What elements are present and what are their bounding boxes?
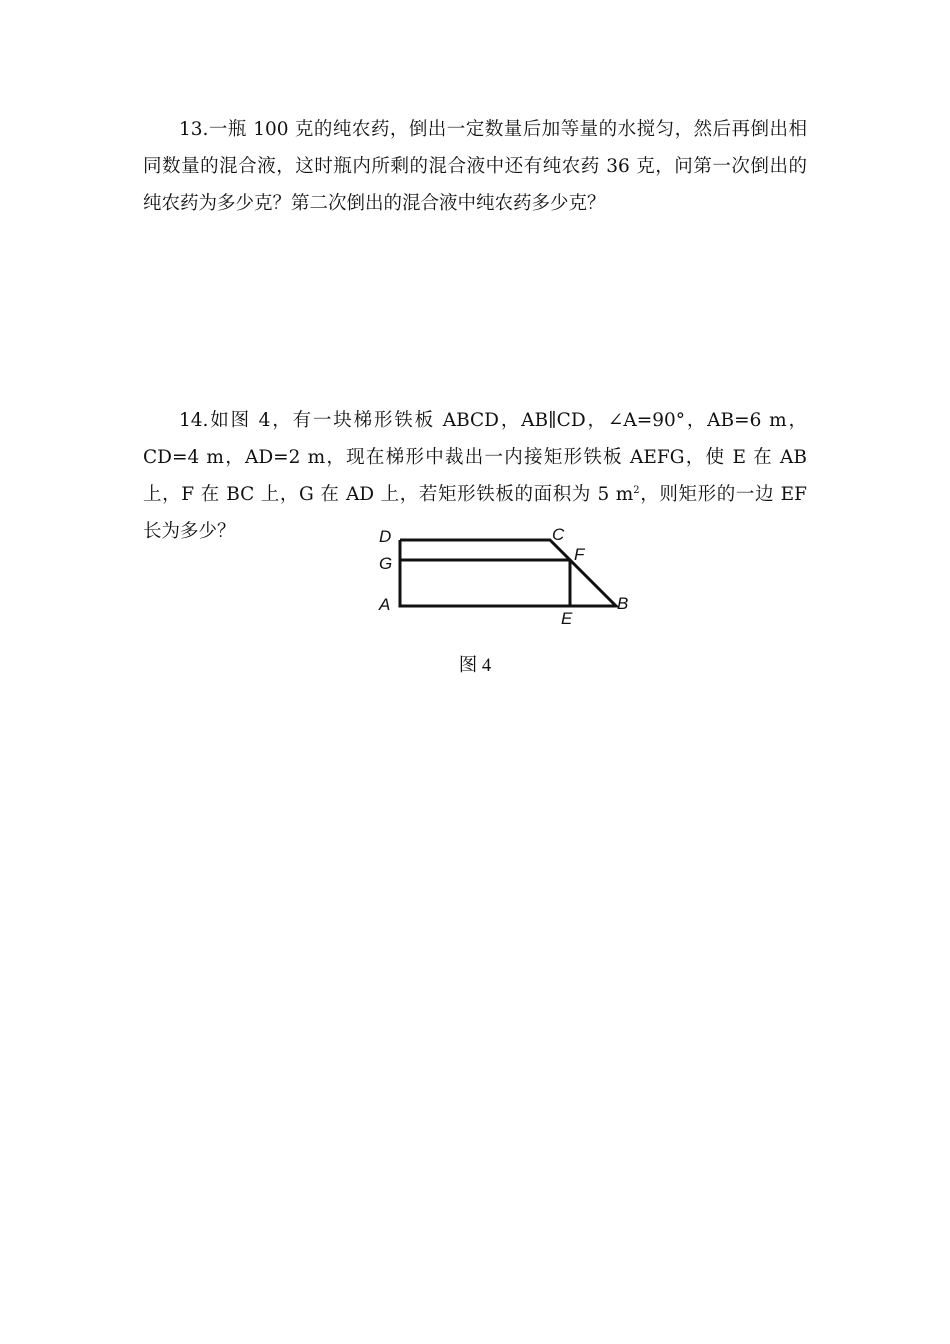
problem-13-number: 13. <box>179 119 209 140</box>
problem-14-text-after: ，则矩形的一边 EF 长为多少？ <box>143 484 807 542</box>
problem-13-text: 一瓶 100 克的纯农药，倒出一定数量后加等量的水搅匀，然后再倒出相同数量的混合液，这时瓶内所剩的混合液中还有纯农药 36 克，问第一次倒出的纯农药为多少克？第二次倒出的混合液中纯农药多少克？ <box>143 119 807 214</box>
problem-14-superscript: 2 <box>633 484 640 496</box>
label-f: F <box>574 545 585 564</box>
label-d: D <box>379 527 392 546</box>
problem-14-number: 14. <box>179 410 209 431</box>
label-g: G <box>379 554 393 573</box>
problem-14-text-before: 如图 4，有一块梯形铁板 ABCD，AB∥CD，∠A=90°，AB=6 m，CD=4 m，AD=2 m，现在梯形中裁出一内接矩形铁板 AEFG，使 E 在 AB 上，F 在 BC 上，G 在 AD 上，若矩形铁板的面积为 5 m <box>143 410 807 505</box>
label-b: B <box>617 594 629 613</box>
problem-13 <box>143 111 807 222</box>
label-a: A <box>379 595 391 614</box>
figure-caption: 图 4 <box>458 656 492 676</box>
label-e: E <box>561 609 573 628</box>
trapezoid-figure <box>370 518 640 630</box>
label-c: C <box>552 525 565 544</box>
